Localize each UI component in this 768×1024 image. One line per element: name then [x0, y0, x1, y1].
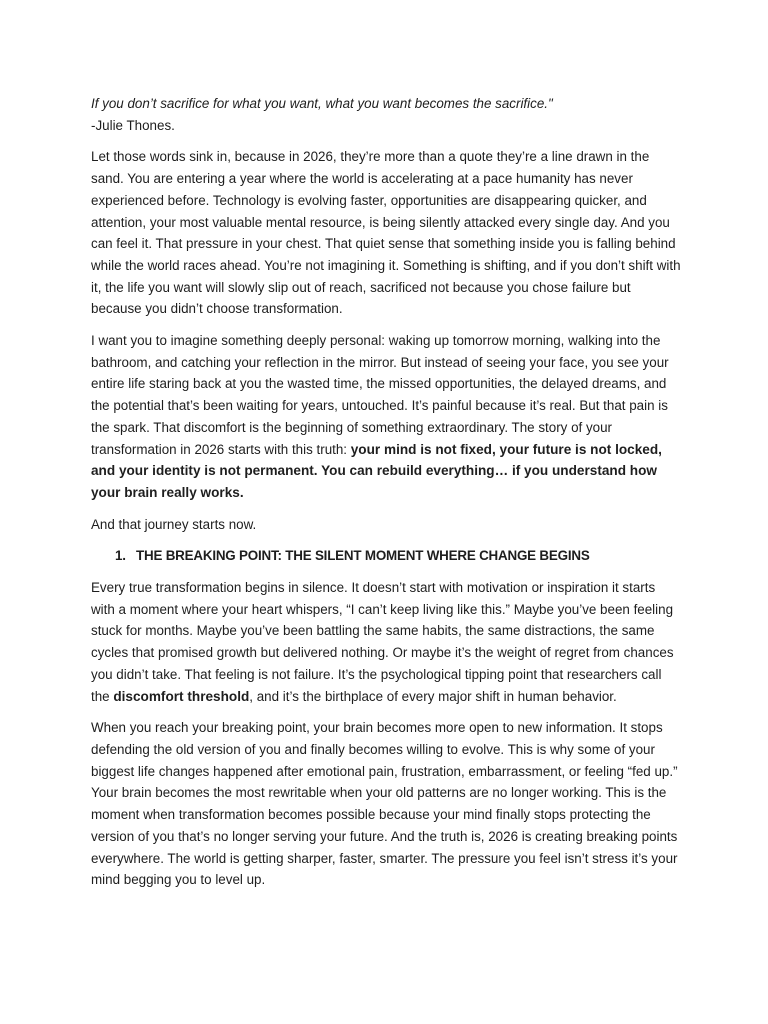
- paragraph-reflection-bold: your mind is not fixed, your future is not locked, and your identity is not permanent. You can rebuild everything… if you understand how your brain really works.: [91, 441, 662, 500]
- paragraph-transformation: [91, 577, 681, 707]
- quote-author: -Julie Thones.: [91, 117, 175, 133]
- section-title: THE BREAKING POINT: THE SILENT MOMENT WHERE CHANGE BEGINS: [136, 548, 590, 564]
- paragraph-transformation-text: Every true transformation begins in silence. It doesn’t start with motivation or inspiration it starts with a moment where your heart whispers, “I can’t keep living like this.” Maybe you’ve been feeling stuck for months. Maybe you’ve been battling the same habits, the same distractions, the same cycles that promised growth but delivered nothing. Or maybe it’s the weight of regret from chances you didn’t take. That feeling is not failure. It’s the psychological tipping point that researchers call the: [91, 580, 674, 704]
- paragraph-breaking-point: When you reach your breaking point, your brain becomes more open to new information. It stops defending the old version of you and finally becomes willing to evolve. This is why some of your biggest life changes happened after emotional pain, frustration, embarrassment, or feeling “fed up.” Your brain becomes the most rewritable when your old patterns are no longer working. This is the moment when transformation becomes possible because your mind finally stops protecting the version of you that’s no longer serving your future. And the truth is, 2026 is creating breaking points everywhere. The world is getting sharper, faster, smarter. The pressure you feel isn’t stress it’s your mind begging you to level up.: [91, 720, 678, 888]
- discomfort-threshold-term: discomfort threshold: [113, 688, 250, 704]
- quote-text: If you don’t sacrifice for what you want, what you want becomes the sacrifice.": [91, 96, 553, 111]
- paragraph-reflection-text: I want you to imagine something deeply personal: waking up tomorrow morning, walking into the bathroom, and catching your reflection in the mirror. But instead of seeing your face, you see your entire life staring back at you the wasted time, the missed opportunities, the delayed dreams, and the potential that’s been waiting for years, untouched. It’s painful because it’s real. But that pain is the spark. That discomfort is the beginning of something extraordinary. The story of your transformation in 2026 starts with this truth:: [91, 333, 669, 457]
- paragraph-intro: Let those words sink in, because in 2026, they’re more than a quote they’re a line drawn in the sand. You are entering a year where the world is accelerating at a pace humanity has never experienced before. Technology is evolving faster, opportunities are disappearing quicker, and attention, your most valuable mental resource, is being silently attacked every single day. And you can feel it. That pressure in your chest. That quiet sense that something inside you is falling behind while the world races ahead. You’re not imagining it. Something is shifting, and if you don’t shift with it, the life you want will slowly slip out of reach, sacrificed not because you chose failure but because you didn’t choose transformation.: [91, 149, 681, 317]
- opening-quote: [91, 93, 681, 136]
- paragraph-transformation-end: , and it’s the birthplace of every major shift in human behavior.: [249, 688, 617, 704]
- paragraph-journey: And that journey starts now.: [91, 516, 257, 532]
- section-heading-1: [91, 545, 681, 567]
- document-page: [91, 93, 681, 901]
- section-number: 1.: [115, 548, 126, 564]
- paragraph-reflection: [91, 330, 681, 504]
